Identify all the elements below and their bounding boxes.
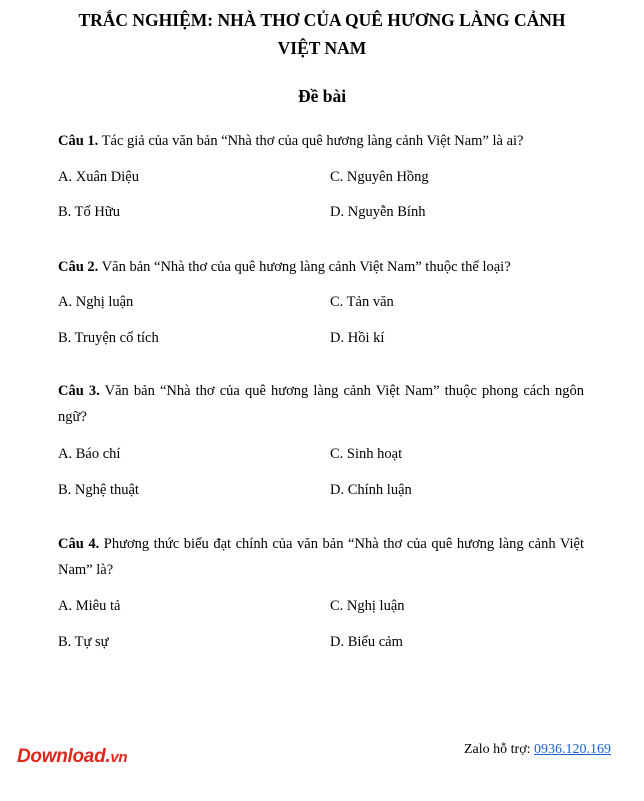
question-1-text: Tác giả của văn bản “Nhà thơ của quê hương làng cảnh Việt Nam” là ai? [98, 133, 524, 149]
question-2 [58, 254, 584, 280]
question-4-option-c: C. Nghị luận [330, 598, 405, 614]
question-4-option-d: D. Biểu cảm [330, 634, 403, 650]
question-1-option-b: B. Tố Hữu [58, 204, 120, 220]
logo-dot: . [105, 746, 111, 767]
document-subtitle: Đề bài [297, 86, 347, 106]
question-1-option-d: D. Nguyễn Bính [330, 204, 426, 220]
question-2-option-b: B. Truyện cổ tích [58, 330, 159, 346]
question-4-text: Phương thức biểu đạt chính của văn bản “Nhà thơ của quê hương làng cảnh Việt Nam” là? [58, 536, 584, 578]
support-phone-link[interactable]: 0936.120.169 [534, 742, 611, 757]
question-1 [58, 128, 584, 154]
zalo-support [464, 742, 611, 758]
document-title [40, 6, 604, 62]
question-3-option-d: D. Chính luận [330, 482, 412, 498]
question-4 [58, 531, 584, 583]
support-label: Zalo hỗ trợ: [464, 742, 534, 757]
question-2-number: Câu 2. [58, 259, 99, 275]
question-2-text: Văn bản “Nhà thơ của quê hương làng cảnh Việt Nam” thuộc thể loại? [98, 259, 511, 275]
question-3-number: Câu 3. [58, 383, 100, 399]
question-1-option-c: C. Nguyên Hồng [330, 169, 429, 185]
question-4-option-b: B. Tự sự [58, 634, 109, 650]
question-2-option-c: C. Tản văn [330, 294, 394, 310]
logo-tld: vn [110, 749, 128, 766]
question-3 [58, 378, 584, 430]
question-2-option-d: D. Hồi kí [330, 330, 385, 346]
question-3-option-a: A. Báo chí [58, 446, 121, 462]
question-3-option-c: C. Sinh hoạt [330, 446, 403, 462]
logo-main-text: Download [17, 746, 106, 767]
download-vn-logo[interactable] [17, 746, 127, 768]
title-line-1: TRẮC NGHIỆM: NHÀ THƠ CỦA QUÊ HƯƠNG LÀNG CẢNH [78, 10, 566, 30]
question-3-option-b: B. Nghệ thuật [58, 482, 139, 498]
question-1-option-a: A. Xuân Diệu [58, 169, 139, 185]
title-line-2: VIỆT NAM [277, 38, 367, 58]
question-1-number: Câu 1. [58, 133, 99, 149]
question-2-option-a: A. Nghị luận [58, 294, 134, 310]
question-4-number: Câu 4. [58, 536, 100, 552]
question-3-text: Văn bản “Nhà thơ của quê hương làng cảnh Việt Nam” thuộc phong cách ngôn ngữ? [58, 383, 584, 425]
question-4-option-a: A. Miêu tả [58, 598, 121, 614]
